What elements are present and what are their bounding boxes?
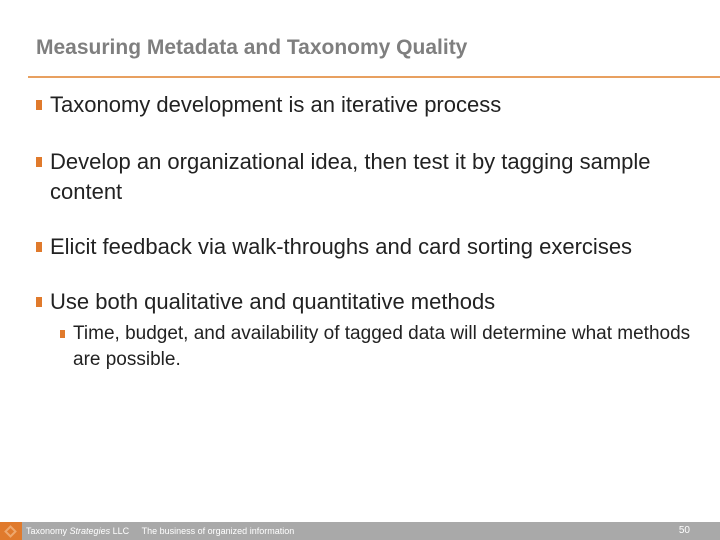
- slide-title: Measuring Metadata and Taxonomy Quality: [36, 36, 468, 59]
- bullet-marker-icon: [36, 157, 42, 167]
- title-divider: [28, 76, 720, 78]
- bullet-text: Develop an organizational idea, then test it by tagging sample content: [50, 149, 651, 204]
- company-name-italic: Strategies: [69, 526, 111, 536]
- bullet-item: [36, 287, 696, 317]
- bullet-text: Use both qualitative and quantitative methods: [50, 289, 496, 314]
- sub-bullet-marker-icon: [60, 330, 65, 338]
- company-suffix: LLC: [112, 526, 130, 536]
- page-number: 50: [678, 525, 690, 536]
- sub-bullet-item: [60, 321, 696, 373]
- bullet-marker-icon: [36, 297, 42, 307]
- sub-bullet-text: Time, budget, and availability of tagged data will determine what methods are possible.: [73, 323, 691, 370]
- footer-tagline: The business of organized information: [141, 526, 295, 536]
- bullet-list: [36, 90, 696, 373]
- bullet-item: [36, 147, 696, 207]
- company-name: Taxonomy: [26, 526, 68, 536]
- footer-bar: [0, 522, 720, 540]
- bullet-item: [36, 232, 696, 262]
- bullet-text: Taxonomy development is an iterative process: [50, 92, 502, 117]
- footer-brand: [26, 526, 294, 536]
- bullet-text: Elicit feedback via walk-throughs and card sorting exercises: [50, 234, 633, 259]
- logo-corner-icon: [0, 522, 22, 540]
- bullet-item: [36, 90, 696, 120]
- bullet-marker-icon: [36, 100, 42, 110]
- bullet-marker-icon: [36, 242, 42, 252]
